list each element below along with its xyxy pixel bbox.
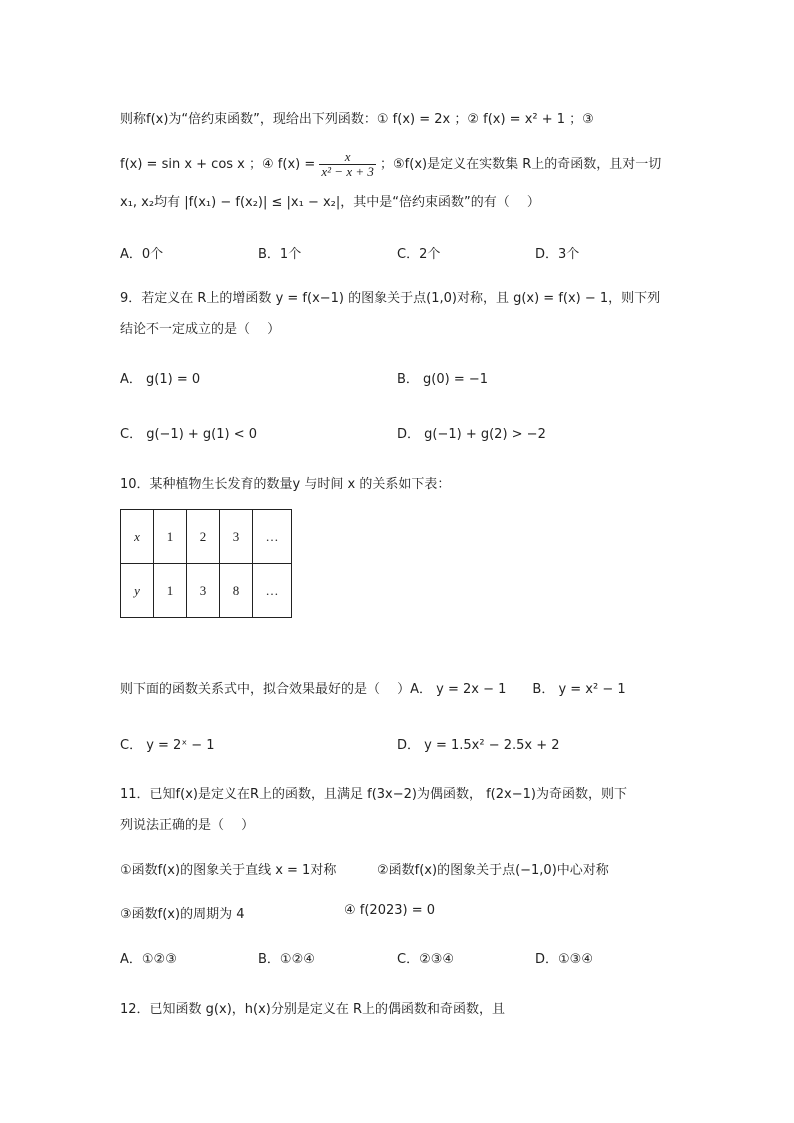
table-row-x xyxy=(121,510,292,564)
q10-line-1: 10．某种植物生长发育的数量y 与时间 x 的关系如下表： xyxy=(120,477,451,492)
q9-option-a: A． g(1) = 0 xyxy=(120,372,201,387)
q8-line-2-a: f(x) = sin x + cos x ；④ f(x) = xyxy=(120,157,316,172)
q9-line-1: 9．若定义在 R上的增函数 y = f(x−1) 的图象关于点(1,0)对称，且 g(x) = f(x) − 1，则下列 xyxy=(120,291,661,306)
table-cell: 8 xyxy=(220,564,253,618)
q11-statement-3: ③函数f(x)的周期为 4 xyxy=(120,907,245,922)
q9-line-2: 结论不一定成立的是（ ） xyxy=(120,322,281,337)
q11-statement-4: ④ f(2023) = 0 xyxy=(344,903,436,918)
q8-fraction-denominator: x² − x + 3 xyxy=(321,164,374,179)
q11-line-1: 11．已知f(x)是定义在R上的函数，且满足 f(3x−2)为偶函数， f(2x−1)为奇函数，则下 xyxy=(120,787,627,802)
q9-option-d: D． g(−1) + g(2) > −2 xyxy=(397,427,546,442)
q8-option-d: D．3个 xyxy=(535,247,580,262)
q11-option-a: A．①②③ xyxy=(120,952,177,967)
q8-line-1: 则称f(x)为“倍约束函数”，现给出下列函数：① f(x) = 2x ；② f(x) = x² + 1 ；③ xyxy=(120,112,594,127)
q8-line-2-b: ；⑤f(x)是定义在实数集 R上的奇函数，且对一切 xyxy=(380,157,662,172)
table-cell: … xyxy=(253,510,292,564)
table-row-y xyxy=(121,564,292,618)
table-cell: 1 xyxy=(154,510,187,564)
table-cell: 3 xyxy=(187,564,220,618)
q11-option-d: D．①③④ xyxy=(535,952,593,967)
q11-statement-1: ①函数f(x)的图象关于直线 x = 1对称 xyxy=(120,863,337,878)
q8-fraction xyxy=(319,150,375,179)
table-cell: 2 xyxy=(187,510,220,564)
q9-option-c: C． g(−1) + g(1) < 0 xyxy=(120,427,258,442)
q8-fraction-numerator: x xyxy=(319,150,375,165)
q10-option-d: D． y = 1.5x² − 2.5x + 2 xyxy=(397,738,560,753)
q8-option-a: A．0个 xyxy=(120,247,164,262)
q11-line-2: 列说法正确的是（ ） xyxy=(120,818,255,833)
q10-option-c: C． y = 2ˣ − 1 xyxy=(120,738,215,753)
table-cell: x xyxy=(121,510,154,564)
table-cell: 3 xyxy=(220,510,253,564)
q12-line-1: 12．已知函数 g(x)，h(x)分别是定义在 R上的偶函数和奇函数，且 xyxy=(120,1002,506,1017)
q11-statement-2: ②函数f(x)的图象关于点(−1,0)中心对称 xyxy=(377,863,609,878)
table-cell: … xyxy=(253,564,292,618)
table-cell: 1 xyxy=(154,564,187,618)
table-cell: y xyxy=(121,564,154,618)
q11-option-b: B．①②④ xyxy=(258,952,315,967)
q8-option-c: C．2个 xyxy=(397,247,441,262)
q9-option-b: B． g(0) = −1 xyxy=(397,372,489,387)
q10-data-table xyxy=(120,509,292,618)
q11-option-c: C．②③④ xyxy=(397,952,455,967)
q8-option-b: B．1个 xyxy=(258,247,302,262)
q8-line-3: x₁, x₂均有 |f(x₁) − f(x₂)| ≤ |x₁ − x₂|，其中是“倍约束函数”的有（ ） xyxy=(120,195,540,210)
q10-line-2: 则下面的函数关系式中，拟合效果最好的是（ ）A． y = 2x − 1 B． y = x² − 1 xyxy=(120,682,626,697)
q8-line-2 xyxy=(120,150,661,179)
